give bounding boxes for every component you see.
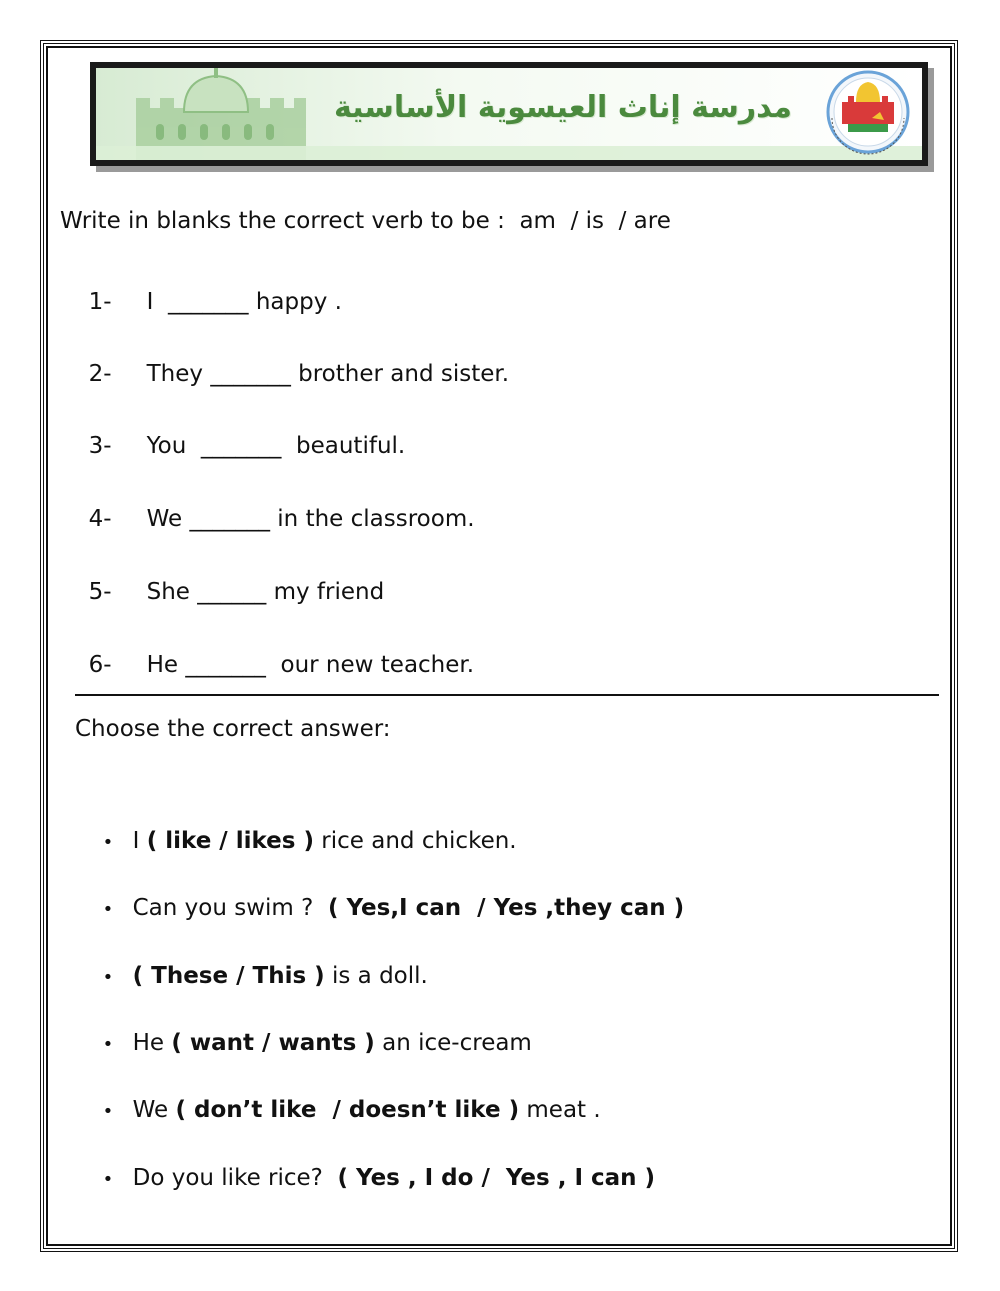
- choice-prefix: I: [132, 828, 147, 854]
- question-text: I _______ happy .: [146, 289, 342, 315]
- bullet: •: [102, 1169, 114, 1190]
- bullet: •: [102, 1034, 114, 1055]
- question-text: They _______ brother and sister.: [146, 361, 510, 387]
- choice-prefix: Can you swim ?: [132, 895, 328, 921]
- choice-options: ( don’t like / doesn’t like ): [175, 1097, 520, 1123]
- choice-options: ( like / likes ): [146, 828, 314, 854]
- choice-item-6: [88, 1139, 655, 1191]
- bullet: •: [102, 899, 114, 920]
- section-divider: [75, 694, 939, 696]
- section1-instruction: Write in blanks the correct verb to be : am / is / are: [60, 208, 671, 234]
- choice-item-5: [88, 1071, 601, 1123]
- choice-suffix: rice and chicken.: [313, 828, 517, 854]
- question-row-3: [74, 407, 405, 459]
- school-name-title: مدرسة إناث العيسوية الأساسية: [333, 90, 792, 125]
- choice-suffix: meat .: [519, 1097, 601, 1123]
- question-number: 6-: [88, 652, 112, 678]
- bullet: •: [102, 967, 114, 988]
- choice-options: ( Yes,I can / Yes ,they can ): [327, 895, 685, 921]
- choice-options: ( These / This ): [132, 963, 325, 989]
- school-header-banner: [90, 62, 928, 166]
- choice-prefix: He: [132, 1030, 172, 1056]
- choice-item-2: [88, 869, 684, 921]
- bullet: •: [102, 1101, 114, 1122]
- question-row-1: [74, 263, 342, 315]
- header-banner-inner: [96, 68, 922, 160]
- choice-suffix: is a doll.: [324, 963, 428, 989]
- question-text: You _______ beautiful.: [146, 433, 406, 459]
- question-row-5: [74, 553, 384, 605]
- choice-prefix: Do you like rice?: [132, 1165, 338, 1191]
- question-number: 3-: [88, 433, 112, 459]
- question-number: 2-: [88, 361, 112, 387]
- question-number: 5-: [88, 579, 112, 605]
- question-text: She ______ my friend: [146, 579, 385, 605]
- question-row-4: [74, 480, 475, 532]
- question-row-6: [74, 626, 474, 678]
- question-row-2: [74, 335, 509, 387]
- choice-item-1: [88, 802, 517, 854]
- section2-instruction: Choose the correct answer:: [75, 716, 391, 742]
- choice-prefix: We: [132, 1097, 176, 1123]
- choice-suffix: an ice-cream: [374, 1030, 532, 1056]
- question-text: He _______ our new teacher.: [146, 652, 475, 678]
- choice-options: ( Yes , I do / Yes , I can ): [337, 1165, 656, 1191]
- bullet: •: [102, 832, 114, 853]
- question-text: We _______ in the classroom.: [146, 506, 475, 532]
- choice-item-3: [88, 937, 428, 989]
- question-number: 4-: [88, 506, 112, 532]
- question-number: 1-: [88, 289, 112, 315]
- choice-item-4: [88, 1004, 532, 1056]
- choice-options: ( want / wants ): [171, 1030, 375, 1056]
- school-logo-icon: [818, 68, 918, 160]
